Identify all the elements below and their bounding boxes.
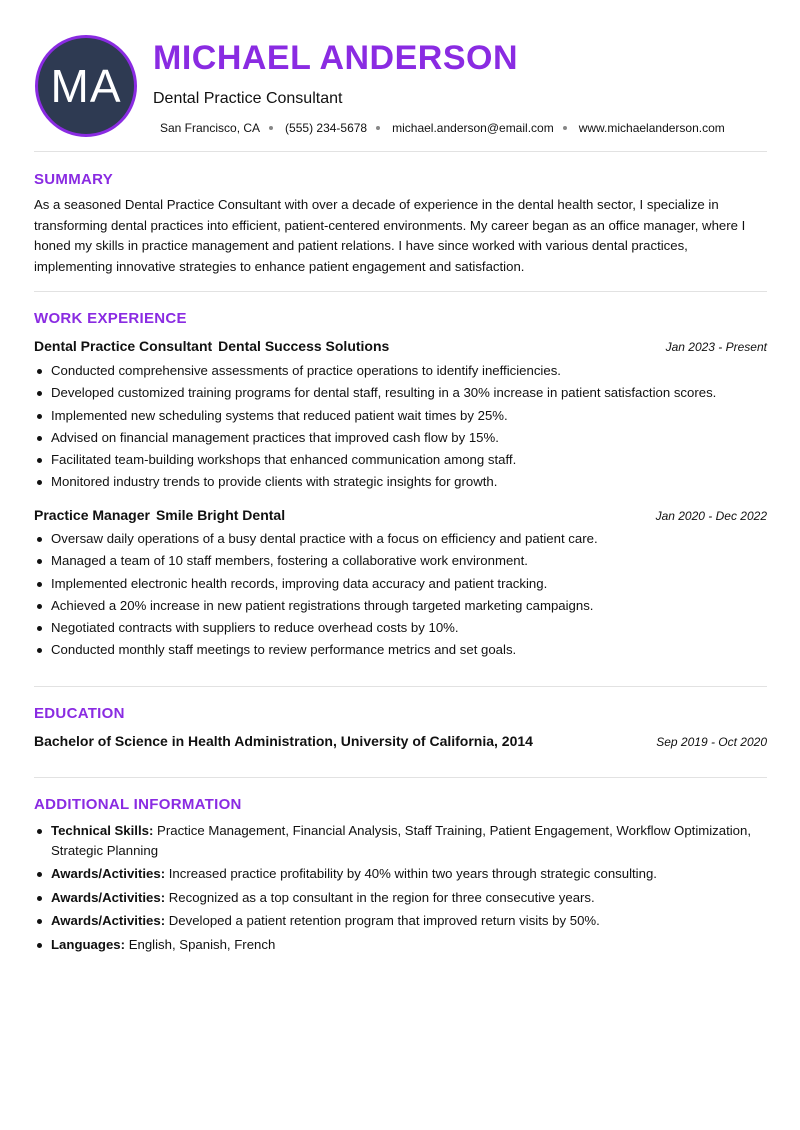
item-text: Developed a patient retention program that improved return visits by 50%.: [168, 913, 600, 928]
list-item: Conducted comprehensive assessments of practice operations to identify inefficiencies.: [34, 360, 769, 382]
job-header: [34, 338, 767, 354]
list-item: Developed customized training programs for dental staff, resulting in a 30% increase in patient satisfaction scores.: [34, 382, 769, 404]
item-label: Technical Skills:: [51, 823, 154, 838]
company-name: Dental Success Solutions: [218, 338, 390, 354]
education-heading: EDUCATION: [34, 705, 125, 722]
divider: [34, 686, 767, 687]
list-item: Managed a team of 10 staff members, fostering a collaborative work environment.: [34, 550, 769, 572]
contact-location: San Francisco, CA: [160, 121, 261, 135]
summary-heading: SUMMARY: [34, 171, 114, 188]
item-label: Awards/Activities:: [51, 889, 166, 905]
separator-dot-icon: [269, 126, 273, 130]
list-item: Oversaw daily operations of a busy dental practice with a focus on efficiency and patient care.: [34, 528, 769, 550]
additional-heading: ADDITIONAL INFORMATION: [34, 796, 242, 813]
list-item: [34, 821, 769, 860]
company-name: Smile Bright Dental: [155, 507, 286, 523]
item-label: Awards/Activities:: [51, 913, 166, 928]
list-item: [34, 935, 769, 955]
education-entry: [34, 733, 767, 749]
list-item: Negotiated contracts with suppliers to reduce overhead costs by 10%.: [34, 617, 769, 639]
avatar-initials: MA: [50, 60, 122, 112]
list-item: Monitored industry trends to provide clients with strategic insights for growth.: [34, 471, 769, 493]
item-text: Practice Management, Financial Analysis, Staff Training, Patient Engagement, Workflow Optimization, Strategic Planning: [51, 823, 752, 858]
item-text: Increased practice profitability by 40% within two years through strategic consulting.: [168, 866, 657, 881]
job-position: [34, 338, 389, 354]
item-text: English, Spanish, French: [128, 936, 276, 952]
avatar: [35, 35, 137, 137]
job-dates: Jan 2023 - Present: [665, 340, 767, 354]
job-position: [34, 507, 285, 523]
divider: [34, 777, 767, 778]
list-item: [34, 888, 769, 908]
position-title: Practice Manager: [34, 507, 150, 523]
additional-list: [34, 821, 769, 958]
list-item: [34, 864, 769, 884]
contact-website[interactable]: www.michaelanderson.com: [578, 121, 725, 135]
list-item: Conducted monthly staff meetings to review performance metrics and set goals.: [34, 639, 769, 661]
list-item: Implemented electronic health records, improving data accuracy and patient tracking.: [34, 573, 769, 595]
summary-text: As a seasoned Dental Practice Consultant with over a decade of experience in the dental health sector, I specialize in transforming dental practices into efficient, patient-centered environments. My career began as an office manager, where I honed my skills in practice management and patient relations. I have since worked with various dental practices, implementing innovative strategies to enhance patient engagement and satisfaction.: [34, 197, 746, 274]
job-dates: Jan 2020 - Dec 2022: [655, 509, 767, 523]
education-dates: Sep 2019 - Oct 2020: [656, 735, 767, 749]
job-title: Dental Practice Consultant: [153, 90, 343, 107]
position-title: Dental Practice Consultant: [34, 338, 213, 354]
job-bullets: [34, 360, 769, 494]
item-text: Recognized as a top consultant in the region for three consecutive years.: [168, 889, 595, 905]
list-item: Facilitated team-building workshops that enhanced communication among staff.: [34, 449, 769, 471]
job-header: [34, 507, 767, 523]
list-item: [34, 911, 769, 931]
contact-phone: (555) 234-5678: [285, 121, 368, 135]
list-item: Advised on financial management practices that improved cash flow by 15%.: [34, 427, 769, 449]
job-bullets: [34, 528, 769, 662]
list-item: Achieved a 20% increase in new patient registrations through targeted marketing campaigns.: [34, 595, 769, 617]
candidate-name: MICHAEL ANDERSON: [153, 39, 519, 77]
item-label: Languages:: [51, 936, 126, 952]
divider: [34, 151, 767, 152]
item-label: Awards/Activities:: [51, 866, 166, 881]
separator-dot-icon: [563, 126, 567, 130]
experience-heading: WORK EXPERIENCE: [34, 310, 187, 327]
separator-dot-icon: [376, 126, 380, 130]
degree: Bachelor of Science in Health Administration, University of California, 2014: [34, 733, 533, 749]
contact-email[interactable]: michael.anderson@email.com: [392, 121, 554, 135]
list-item: Implemented new scheduling systems that reduced patient wait times by 25%.: [34, 405, 769, 427]
contact-bar: [160, 120, 770, 136]
divider: [34, 291, 767, 292]
